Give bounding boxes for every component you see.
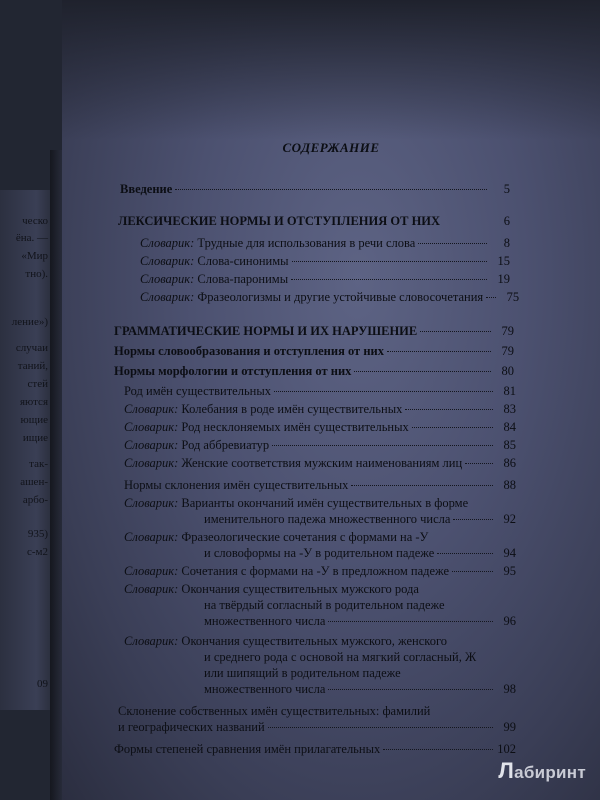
toc-entry-title: Нормы склонения имён существительных <box>124 478 349 492</box>
dot-leader <box>274 391 493 392</box>
toc-entry <box>140 236 510 251</box>
toc-entry-title: Сочетания с формами на -У в предложном падеже <box>181 564 450 578</box>
vocab-label: Словарик: <box>124 438 179 452</box>
toc-page-number: 94 <box>503 546 516 560</box>
toc-page-number: 85 <box>503 438 516 452</box>
left-page-fragment: ищие <box>22 432 48 444</box>
toc-page-number: 15 <box>497 254 510 268</box>
vocab-label: Словарик: <box>124 402 179 416</box>
toc-page-number: 5 <box>503 182 510 196</box>
toc-entry-title: Формы степеней сравнения имён прилагательных <box>114 742 381 756</box>
toc-page-number: 95 <box>503 564 516 578</box>
toc-entry-title: Варианты окончаний имён существительных в форме <box>181 496 469 510</box>
vocab-label: Словарик: <box>140 254 195 268</box>
dot-leader <box>268 727 493 728</box>
dot-leader <box>452 571 493 572</box>
toc-page-number: 75 <box>506 290 520 304</box>
left-page-edge <box>0 190 52 710</box>
toc-section-title: ЛЕКСИЧЕСКИЕ НОРМЫ И ОТСТУПЛЕНИЯ ОТ НИХ <box>118 214 441 228</box>
vocab-label: Словарик: <box>140 272 195 286</box>
toc-entry-line <box>124 634 447 649</box>
toc-entry <box>204 682 516 697</box>
dot-leader <box>387 351 491 352</box>
toc-entry-title: множественного числа <box>204 682 326 696</box>
toc-entry-title: именительного падежа множественного числа <box>204 512 451 526</box>
dot-leader <box>465 463 493 464</box>
left-page-fragment: ющие <box>20 414 48 426</box>
dot-leader <box>328 621 493 622</box>
toc-entry-title: Слова-синонимы <box>197 254 289 268</box>
toc-entry-title: Женские соответствия мужским наименованиям лиц <box>181 456 463 470</box>
left-page-fragment: ление») <box>11 316 48 328</box>
vocab-label: Словарик: <box>124 456 179 470</box>
toc-entry <box>114 742 516 757</box>
toc-page-number: 83 <box>503 402 516 416</box>
dot-leader <box>175 189 487 190</box>
toc-entry <box>204 512 516 527</box>
left-page-fragment: ческо <box>22 215 48 227</box>
contents-page <box>62 0 600 800</box>
toc-entry-title: Окончания существительных мужского, женского <box>181 634 448 648</box>
left-page-fragment: 935) <box>27 528 48 540</box>
toc-page-number: 79 <box>501 344 514 358</box>
toc-entry-title: и словоформы на -У в родительном падеже <box>204 546 435 560</box>
toc-entry <box>114 364 514 379</box>
left-page-fragment: яются <box>19 396 48 408</box>
toc-entry <box>140 290 520 305</box>
vocab-label: Словарик: <box>124 496 179 510</box>
left-page-fragment: ёна. — <box>15 232 48 244</box>
toc-entry <box>204 546 516 561</box>
vocab-label: Словарик: <box>124 420 179 434</box>
toc-entry <box>114 344 514 359</box>
toc-entry-title: Окончания существительных мужского рода <box>181 582 419 596</box>
dot-leader <box>405 409 493 410</box>
dot-leader <box>328 689 493 690</box>
toc-page-number: 86 <box>503 456 516 470</box>
logo-text: абиринт <box>514 763 586 782</box>
toc-entry <box>124 564 516 579</box>
toc-entry <box>124 456 516 471</box>
left-page-fragment: «Мир <box>21 250 48 262</box>
dot-leader <box>486 297 496 298</box>
dot-leader <box>292 261 487 262</box>
dot-leader <box>383 749 493 750</box>
toc-page-number: 79 <box>501 324 514 338</box>
toc-entry-title: Колебания в роде имён существительных <box>181 402 403 416</box>
left-page-fragment: стей <box>27 378 48 390</box>
toc-section <box>118 214 510 229</box>
labirint-watermark-logo <box>498 758 586 784</box>
left-page-fragment: таний, <box>17 360 48 372</box>
toc-entry-line: и среднего рода с основой на мягкий согласный, Ж <box>204 650 477 664</box>
toc-entry-title: Нормы словообразования и отступления от них <box>114 344 384 358</box>
logo-mark: Л <box>498 758 515 783</box>
toc-page-number: 102 <box>497 742 516 756</box>
toc-entry <box>120 182 510 197</box>
toc-entry-line: или шипящий в родительном падеже <box>204 666 401 680</box>
dot-leader <box>354 371 491 372</box>
dot-leader <box>418 243 487 244</box>
toc-entry-title: Введение <box>120 182 173 196</box>
toc-entry <box>204 614 516 629</box>
vocab-label: Словарик: <box>140 236 195 250</box>
page-title: СОДЕРЖАНИЕ <box>282 140 380 155</box>
toc-entry <box>124 420 516 435</box>
dot-leader <box>272 445 493 446</box>
toc-entry <box>124 478 516 493</box>
toc-page-number: 19 <box>497 272 510 286</box>
page-shadow <box>62 0 600 140</box>
toc-entry-title: и географических названий <box>118 720 265 734</box>
toc-entry-title: Род аббревиатур <box>181 438 270 452</box>
dot-leader <box>437 553 493 554</box>
dot-leader <box>453 519 493 520</box>
dot-leader <box>351 485 493 486</box>
left-page-fragment: так- <box>29 458 48 470</box>
toc-entry-title: Род имён существительных <box>124 384 271 398</box>
toc-entry <box>124 402 516 417</box>
vocab-label: Словарик: <box>124 564 179 578</box>
left-page-fragment: 09 <box>37 678 48 690</box>
vocab-label: Словарик: <box>124 634 179 648</box>
toc-page-number: 84 <box>503 420 516 434</box>
toc-page-number: 8 <box>503 236 510 250</box>
toc-entry-line <box>124 530 428 545</box>
toc-entry-title: Трудные для использования в речи слова <box>197 236 416 250</box>
dot-leader <box>420 331 491 332</box>
left-page-fragment: ашен- <box>20 476 48 488</box>
toc-page-number: 6 <box>503 214 510 228</box>
toc-page-number: 92 <box>503 512 516 526</box>
toc-entry-line: Склонение собственных имён существительных: фамилий <box>118 704 431 718</box>
vocab-label: Словарик: <box>140 290 195 304</box>
dot-leader <box>291 279 487 280</box>
left-page-fragment: тно). <box>25 268 48 280</box>
toc-entry <box>140 254 510 269</box>
toc-entry <box>140 272 510 287</box>
left-page-fragment: случаи <box>15 342 48 354</box>
toc-entry-title: Род несклоняемых имён существительных <box>181 420 409 434</box>
toc-entry <box>124 384 516 399</box>
toc-section <box>114 324 514 339</box>
toc-entry <box>124 438 516 453</box>
toc-entry-title: Слова-паронимы <box>197 272 289 286</box>
toc-entry-line: на твёрдый согласный в родительном падеже <box>204 598 445 612</box>
toc-entry-title: Фразеологические сочетания с формами на -У <box>181 530 429 544</box>
toc-entry-line <box>124 582 419 597</box>
toc-page-number: 98 <box>503 682 516 696</box>
toc-page-number: 80 <box>501 364 514 378</box>
dot-leader <box>412 427 493 428</box>
vocab-label: Словарик: <box>124 530 179 544</box>
toc-page-number: 96 <box>503 614 516 628</box>
toc-page-number: 81 <box>503 384 516 398</box>
toc-entry-line <box>124 496 468 511</box>
left-page-fragment: арбо- <box>22 494 48 506</box>
toc-entry <box>118 720 516 735</box>
toc-entry-title: множественного числа <box>204 614 326 628</box>
toc-section-title: ГРАММАТИЧЕСКИЕ НОРМЫ И ИХ НАРУШЕНИЕ <box>114 324 418 338</box>
toc-entry-title: Нормы морфологии и отступления от них <box>114 364 352 378</box>
toc-page-number: 88 <box>503 478 516 492</box>
vocab-label: Словарик: <box>124 582 179 596</box>
toc-entry-title: Фразеологизмы и другие устойчивые словосочетания <box>197 290 484 304</box>
left-page-fragment: с-м2 <box>26 546 48 558</box>
toc-page-number: 99 <box>503 720 516 734</box>
